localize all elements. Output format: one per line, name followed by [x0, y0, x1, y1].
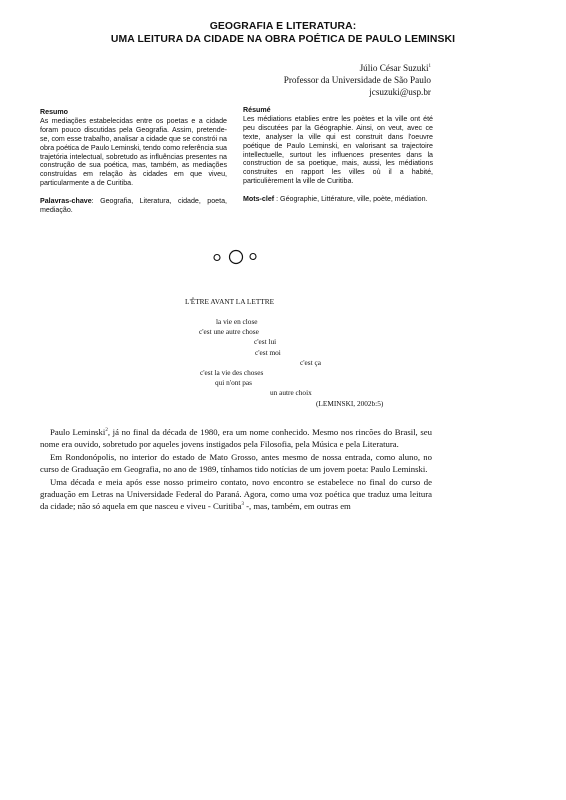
article-title [40, 20, 526, 46]
article-body [40, 426, 432, 513]
title-line-1: GEOGRAFIA E LITERATURA: [209, 21, 357, 32]
small-circle-icon [214, 255, 220, 261]
resume-block [243, 106, 433, 204]
poem-citation: (LEMINSKI, 2002b:5) [316, 399, 384, 408]
author-footnote-marker: 1 [428, 63, 431, 69]
poem-line: c'est la vie des choses [200, 368, 264, 377]
resume-heading: Résumé [243, 106, 271, 114]
resumo-text: As mediações estabelecidas entre os poetas e a cidade foram pouco discutidas pela Geografia. Assim, pretende-se, com esse trabalho, analisar a cidade que se constrói na obra poética de Paulo Leminski, tendo como referência sua trajetória intelectual, sobretudo as influências presentes na construção de sua poética, mas, também, as mediações construídas em relação às cidades em que viveu, particularmente a de Curitiba. [40, 116, 227, 188]
poem-line: la vie en close [216, 317, 258, 326]
resumo-keywords-text: : Geografia, Literatura, cidade, poeta, mediação. [40, 197, 227, 215]
resumo-keywords [40, 197, 227, 215]
title-line-2: UMA LEITURA DA CIDADE NA OBRA POÉTICA DE PAULO LEMINSKI [110, 34, 456, 45]
resumo-keywords-label: Palavras-chave [40, 197, 92, 206]
author-name: Júlio César Suzuki [359, 63, 429, 73]
section-divider-circles [212, 249, 262, 265]
footnote-marker: 2 [105, 428, 108, 434]
author-block [284, 62, 431, 98]
body-paragraph: Em Rondonópolis, no interior do estado de Mato Grosso, antes mesmo de nossa entrada, como aluno, no curso de Graduação em Geografia, no ano de 1989, tínhamos tido notícias de um jovem poeta: Paulo Leminski. [40, 451, 432, 475]
body-paragraph-3-start: Uma década e meia após esse nosso primeiro contato, novo encontro se estabelece no final do curso de graduação em Letras na Universidade Federal do Paraná. Agora, como uma voz poética que traduz uma leitura da cidade; não só aquela em que nasceu e viveu - Curitiba [40, 476, 432, 512]
body-paragraph [40, 476, 432, 513]
author-email: jcsuzuki@usp.br [369, 87, 431, 97]
poem-line: c'est lui [254, 337, 277, 346]
author-affiliation: Professor da Universidade de São Paulo [283, 75, 431, 85]
poem-line: c'est moi [255, 348, 281, 357]
resume-keywords-label: Mots-clef [243, 195, 275, 204]
body-paragraph-1-start: Paulo Leminski [50, 427, 106, 437]
resumo-block [40, 108, 227, 215]
resume-text: Les médiations etablies entre les poètes et la ville ont été peu discutées par la Géographie. Ainsi, on veut, avec ce texte, analyser la ville qui est construit dans l'oeuvre poétique de Paulo Leminski, en valorisant sa trajectoire intellectuelle, surtout les influences presentes dans la construction de sa poetique, mais, aussi, les médiations construites en rapport les villes où il a habité, particulièrement la ville de Curitiba. [243, 114, 433, 186]
resumo-heading: Resumo [40, 108, 68, 116]
body-paragraph [40, 426, 432, 451]
poem-line: qui n'ont pas [215, 378, 252, 387]
large-circle-icon [230, 251, 243, 264]
small-circle-icon [250, 254, 256, 260]
poem-line: c'est une autre chose [199, 327, 259, 336]
body-paragraph-1-rest: , já no final da década de 1980, era um nome conhecido. Mesmo nos rincões do Brasil, seu nome era ouvido, sobretudo por aqueles jovens instigados pela Filosofia, pela Música e pela Literatura. [40, 427, 432, 450]
poem-title: L'ÊTRE AVANT LA LETTRE [185, 297, 275, 306]
poem-line: c'est ça [300, 358, 321, 367]
poem-line: un autre choix [270, 388, 312, 397]
resume-keywords [243, 195, 433, 204]
body-paragraph-3-rest: -, mas, também, em outras em [243, 501, 351, 512]
footnote-marker: 3 [241, 502, 244, 508]
resume-keywords-text: : Géographie, Littérature, ville, poète, médiation. [274, 195, 428, 204]
